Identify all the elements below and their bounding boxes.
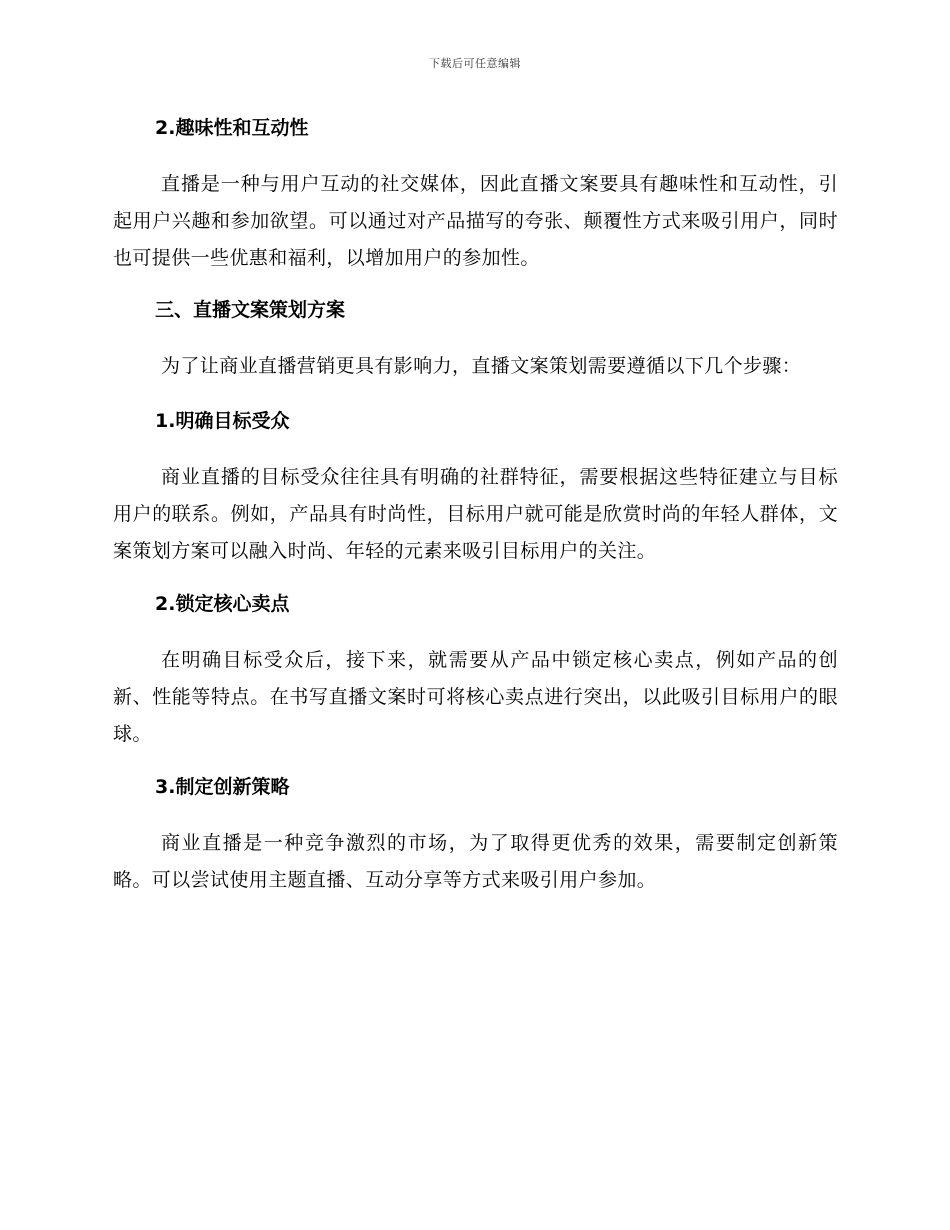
paragraph-target-audience: 商业直播的目标受众往往具有明确的社群特征，需要根据这些特征建立与目标用户的联系。例如，产品具有时尚性，目标用户就可能是欣赏时尚的年轻人群体，文案策划方案可以融入时尚、年轻的元素来吸引目标用户的关注。 bbox=[113, 466, 838, 562]
section-heading-fun-interactivity: 2.趣味性和互动性 bbox=[155, 117, 309, 139]
paragraph-innovation-strategy: 商业直播是一种竞争激烈的市场，为了取得更优秀的效果，需要制定创新策略。可以尝试使用主题直播、互动分享等方式来吸引用户参加。 bbox=[113, 832, 838, 891]
document-body bbox=[113, 112, 838, 899]
running-header: 下载后可任意编辑 bbox=[429, 57, 521, 70]
paragraph-core-selling-point: 在明确目标受众后，接下来，就需要从产品中锁定核心卖点，例如产品的创新、性能等特点。在书写直播文案时可将核心卖点进行突出，以此吸引目标用户的眼球。 bbox=[113, 649, 838, 745]
section-heading-core-selling-point: 2.锁定核心卖点 bbox=[155, 593, 290, 615]
paragraph-fun-interactivity: 直播是一种与用户互动的社交媒体，因此直播文案要具有趣味性和互动性，引起用户兴趣和参加欲望。可以通过对产品描写的夸张、颠覆性方式来吸引用户，同时也可提供一些优惠和福利，以增加用户的参加性。 bbox=[113, 173, 838, 269]
paragraph-copywriting-plan: 为了让商业直播营销更具有影响力，直播文案策划需要遵循以下几个步骤： bbox=[161, 355, 802, 377]
section-heading-target-audience: 1.明确目标受众 bbox=[155, 410, 290, 432]
section-heading-copywriting-plan: 三、直播文案策划方案 bbox=[155, 299, 346, 321]
section-heading-innovation-strategy: 3.制定创新策略 bbox=[155, 776, 290, 798]
